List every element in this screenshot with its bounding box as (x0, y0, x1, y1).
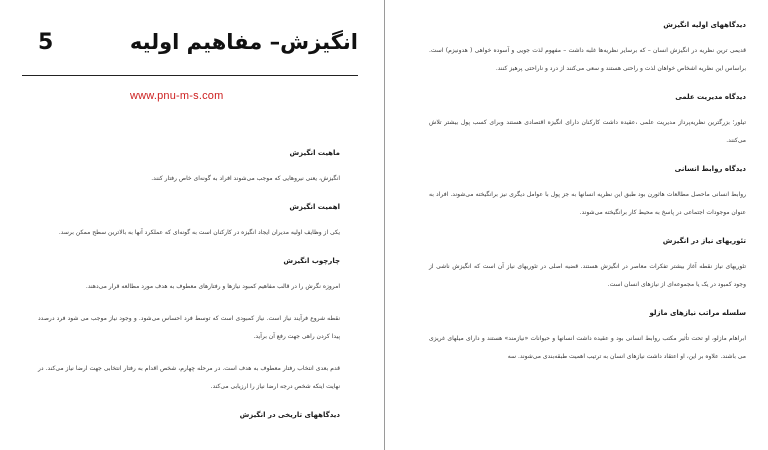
chapter-title: انگیزش– مفاهیم اولیه (129, 30, 358, 54)
section-paragraph: امروزه نگرش را در قالب مفاهیم کمبود نیازها و رفتارهای معطوف به هدف مورد مطالعه قرار می‌دهند. (85, 283, 340, 290)
section-paragraph: تیلور؛ بزرگترین نظریه‌پرداز مدیریت علمی ،عقیده داشت کارکنان دارای انگیزه اقتصادی هستند وبرای کسب پول بیشتر تلاش می‌کنند. (429, 119, 746, 144)
section-paragraph: ابراهام مازلو، او تحت تأثیر مکتب روابط انسانی بود و عقیده داشت انسانها و حیوانات «نیازمند» هستند و دارای میلهای غریزی می باشند. علاوه بر این، او اعتقاد داشت نیازهای انسان به ترتیب اهمیت طبقه‌بندی می‌شوند. سه (429, 335, 746, 360)
section-paragraph: قدیمی ترین نظریه در انگیزش انسان – که برسایر نظریه‌ها غلبه داشت – مفهوم لذت جویی و آسوده خواهی ( هدونیزم) است. براساس این نظریه اشخاص خواهان لذت و راحتی هستند و سعی می‌کنند از درد و ناراحتی پرهیز کنند. (429, 47, 746, 72)
right-page (389, 0, 768, 450)
section-paragraph: یکی از وظایف اولیه مدیران ایجاد انگیزه در کارکنان است به گونه‌ای که عملکرد آنها به بالاترین سطح ممکن برسد. (58, 229, 340, 236)
section-heading: ماهیت انگیزش (289, 149, 340, 157)
section-heading: دیدگاههای تاریخی در انگیزش (239, 411, 340, 419)
left-page-content (38, 148, 340, 432)
section-heading: دیدگاههای اولیه انگیزش (663, 21, 746, 29)
section-heading: تئوریهای نیاز در انگیزش (662, 237, 746, 245)
site-url: www.pnu-m-s.com (130, 90, 224, 102)
page-gutter (380, 0, 389, 450)
section-heading: سلسله مراتب نیازهای مازلو (649, 309, 746, 317)
chapter-number: 5 (38, 30, 54, 55)
left-page (0, 0, 380, 450)
right-page-content (429, 20, 746, 380)
section-paragraph: تئوریهای نیاز نقطه آغاز بیشتر تفکرات معاصر در انگیزش هستند. قضیه اصلی در تئوریهای نیاز آن است که انگیزش ناشی از وجود کمبود در یک یا مجموعه‌ای از نیازهای انسان است. (429, 263, 746, 288)
section-paragraph: قدم بعدی انتخاب رفتار معطوف به هدف است. در مرحله چهارم، شخص اقدام به رفتار انتخابی جهت ارضا نیاز می‌کند. در نهایت اینکه شخص درجه ارضا نیاز را ارزیابی می‌کند. (38, 365, 340, 390)
section-paragraph: نقطه شروع فرآیند نیاز است. نیاز کمبودی است که توسط فرد احساس می‌شود. و وجود نیاز موجب می شود فرد درصدد پیدا کردن راهی جهت رفع آن برآید. (38, 315, 340, 340)
section-paragraph: انگیزش، یعنی نیروهایی که موجب می‌شوند افراد به گونه‌ای خاص رفتار کنند. (151, 175, 340, 182)
header-rule (22, 75, 358, 76)
section-heading: دیدگاه روابط انسانی (674, 165, 746, 173)
section-heading: چارچوب انگیزش (283, 257, 340, 265)
section-paragraph: روابط انسانی ماحصل مطالعات هاثورن بود طبق این نظریه انسانها به جز پول با عوامل دیگری نیز برانگیخته می‌شوند. افراد به عنوان موجودات اجتماعی در پاسخ به محیط کار برانگیخته می‌شوند. (429, 191, 746, 216)
section-heading: دیدگاه مدیریت علمی (675, 93, 746, 101)
section-heading: اهمیت انگیزش (289, 203, 340, 211)
